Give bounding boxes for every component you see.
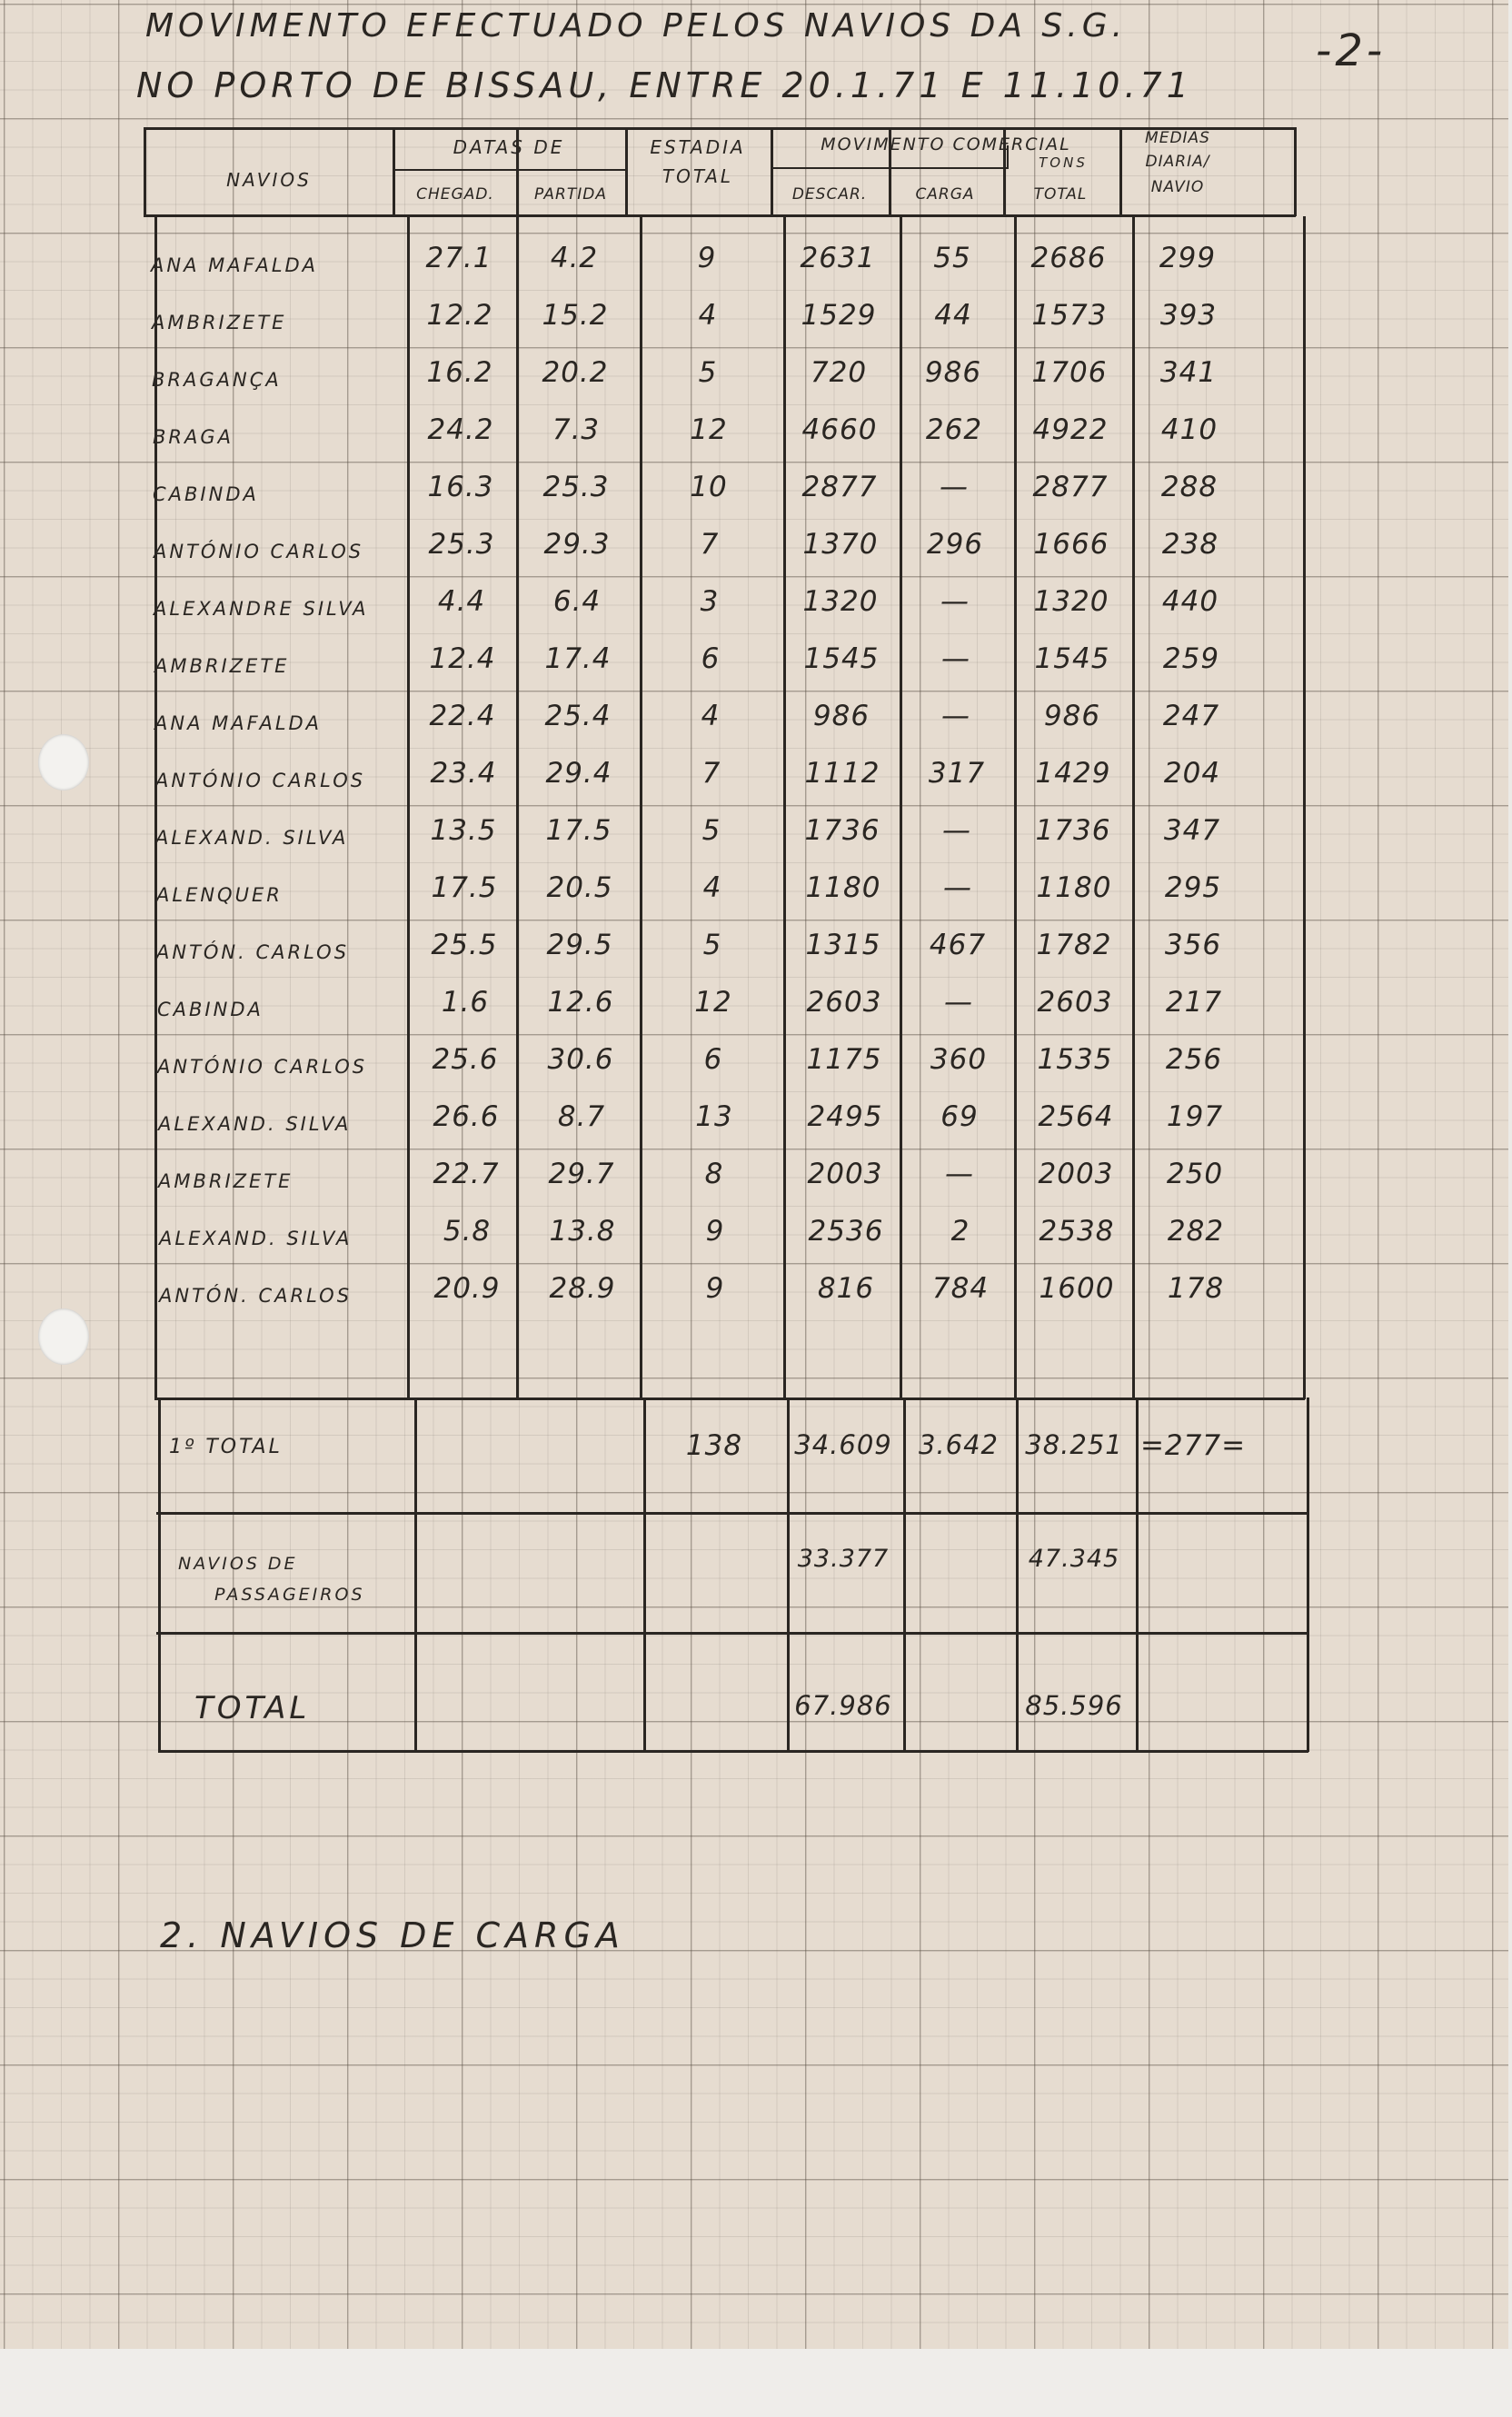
scan-background <box>0 2349 1512 2417</box>
page-number: -2- <box>1316 25 1387 76</box>
cell-estadia: 6 <box>703 1043 723 1076</box>
cell-partida: 4.2 <box>550 242 599 274</box>
cell-total: 1600 <box>1039 1272 1115 1305</box>
cell-estadia: 12 <box>694 986 732 1019</box>
cell-media: 288 <box>1160 471 1219 503</box>
cell-media: 356 <box>1164 929 1222 961</box>
punch-hole-upper <box>38 734 89 791</box>
cell-partida: 15.2 <box>542 299 609 332</box>
table-column-rule <box>1307 1397 1309 1752</box>
cell-chegada: 16.3 <box>427 471 494 503</box>
header-bottom-rule <box>144 214 1296 217</box>
cell-total: 1706 <box>1031 356 1108 389</box>
cell-descarga: 1180 <box>805 871 881 904</box>
cell-total: 1320 <box>1033 585 1109 618</box>
header-chegada: CHEGAD. <box>416 185 494 204</box>
subtotal-descarga: 34.609 <box>794 1429 892 1460</box>
cell-media: 282 <box>1167 1215 1225 1248</box>
ship-name: ANA MAFALDA <box>151 254 319 276</box>
table-column-rule <box>1294 127 1297 216</box>
header-datas-de: DATAS DE <box>453 136 565 158</box>
ship-name: ALEXAND. SILVA <box>159 1228 353 1249</box>
cell-total: 1545 <box>1034 642 1110 675</box>
ship-name: AMBRIZETE <box>154 655 290 677</box>
cell-descarga: 1545 <box>803 642 880 675</box>
subtotal-media: =277= <box>1139 1429 1247 1462</box>
cell-estadia: 4 <box>701 700 721 732</box>
cell-carga: — <box>945 1158 974 1190</box>
cell-carga: — <box>940 471 969 503</box>
cell-estadia: 9 <box>705 1215 725 1248</box>
cell-descarga: 816 <box>817 1272 875 1305</box>
cell-media: 178 <box>1167 1272 1225 1305</box>
cell-media: 217 <box>1165 986 1223 1019</box>
cell-chegada: 1.6 <box>441 986 490 1019</box>
cell-media: 299 <box>1159 242 1217 274</box>
cell-media: 204 <box>1163 757 1221 790</box>
cell-carga: 317 <box>928 757 986 790</box>
cell-carga: 360 <box>930 1043 988 1076</box>
cell-media: 341 <box>1159 356 1218 389</box>
cell-partida: 29.7 <box>548 1158 615 1190</box>
cell-partida: 8.7 <box>557 1100 606 1133</box>
ship-name: AMBRIZETE <box>158 1170 293 1192</box>
cell-estadia: 4 <box>702 871 722 904</box>
cell-chegada: 22.7 <box>433 1158 500 1190</box>
cell-estadia: 5 <box>698 356 718 389</box>
ship-name: CABINDA <box>153 483 259 505</box>
grand-total-descarga: 67.986 <box>794 1690 892 1721</box>
ship-name: BRAGA <box>153 426 234 448</box>
header-carga: CARGA <box>915 185 975 204</box>
cell-estadia: 7 <box>701 757 721 790</box>
cell-partida: 7.3 <box>552 413 601 446</box>
cell-partida: 25.4 <box>544 700 612 732</box>
cell-total: 1180 <box>1036 871 1112 904</box>
cell-chegada: 25.6 <box>432 1043 499 1076</box>
header-navio: NAVIO <box>1150 178 1205 196</box>
cell-carga: — <box>941 700 970 732</box>
cell-carga: 44 <box>934 299 972 332</box>
cell-total: 2603 <box>1037 986 1113 1019</box>
ship-name: ANTÓNIO CARLOS <box>157 1056 368 1078</box>
header-estadia: ESTADIA <box>650 136 746 158</box>
ship-name: CABINDA <box>157 999 264 1020</box>
cell-total: 2877 <box>1032 471 1109 503</box>
cell-estadia: 13 <box>695 1100 733 1133</box>
cell-total: 2564 <box>1038 1100 1114 1133</box>
cell-total: 1573 <box>1031 299 1108 332</box>
cell-estadia: 5 <box>702 929 722 961</box>
cell-partida: 29.5 <box>546 929 613 961</box>
header-sub-rule <box>393 169 627 171</box>
cell-carga: 986 <box>924 356 982 389</box>
cell-chegada: 4.4 <box>437 585 486 618</box>
cell-estadia: 7 <box>700 528 720 561</box>
cell-chegada: 13.5 <box>430 814 497 847</box>
cell-chegada: 12.4 <box>429 642 496 675</box>
ship-name: ANTÓNIO CARLOS <box>155 770 366 791</box>
cell-media: 256 <box>1165 1043 1223 1076</box>
cell-carga: 69 <box>940 1100 979 1133</box>
table-column-rule <box>158 1397 161 1752</box>
cell-descarga: 986 <box>812 700 870 732</box>
ship-name: ANTÓN. CARLOS <box>156 941 350 963</box>
passenger-label-2: PASSAGEIROS <box>214 1585 365 1605</box>
cell-media: 250 <box>1166 1158 1224 1190</box>
cell-carga: — <box>942 814 971 847</box>
cell-descarga: 1370 <box>802 528 879 561</box>
cell-media: 440 <box>1161 585 1219 618</box>
cell-descarga: 2003 <box>807 1158 883 1190</box>
header-diaria: DIARIA/ <box>1145 153 1210 171</box>
subtotal-estadia: 138 <box>685 1429 743 1462</box>
cell-carga: 2 <box>950 1215 970 1248</box>
cell-total: 4922 <box>1032 413 1109 446</box>
cell-chegada: 5.8 <box>443 1215 492 1248</box>
cell-chegada: 22.4 <box>429 700 496 732</box>
ship-name: ANTÓN. CARLOS <box>159 1285 353 1307</box>
cell-descarga: 1529 <box>801 299 877 332</box>
cell-descarga: 2536 <box>808 1215 884 1248</box>
header-navios: NAVIOS <box>226 169 312 191</box>
cell-media: 347 <box>1163 814 1221 847</box>
cell-total: 2538 <box>1039 1215 1115 1248</box>
cell-partida: 17.5 <box>545 814 612 847</box>
cell-media: 259 <box>1162 642 1220 675</box>
cell-carga: — <box>940 585 970 618</box>
cell-carga: 296 <box>926 528 984 561</box>
cell-descarga: 1175 <box>806 1043 882 1076</box>
cell-descarga: 2603 <box>806 986 882 1019</box>
cell-chegada: 23.4 <box>430 757 497 790</box>
cell-total: 1666 <box>1033 528 1109 561</box>
subtotal-carga: 3.642 <box>918 1429 1000 1460</box>
section-heading: 2. NAVIOS DE CARGA <box>160 1915 625 1955</box>
cell-partida: 28.9 <box>549 1272 616 1305</box>
cell-media: 238 <box>1161 528 1219 561</box>
cell-carga: — <box>944 986 973 1019</box>
cell-estadia: 5 <box>701 814 721 847</box>
passenger-bottom-rule <box>156 1632 1307 1635</box>
cell-chegada: 16.2 <box>426 356 493 389</box>
cell-total: 1429 <box>1035 757 1111 790</box>
cell-chegada: 24.2 <box>427 413 494 446</box>
cell-carga: — <box>941 642 970 675</box>
cell-estadia: 12 <box>690 413 728 446</box>
cell-carga: 55 <box>933 242 971 274</box>
table-column-rule <box>154 216 157 1399</box>
cell-descarga: 1112 <box>804 757 880 790</box>
cell-chegada: 25.3 <box>428 528 495 561</box>
cell-partida: 20.2 <box>542 356 609 389</box>
cell-estadia: 8 <box>704 1158 724 1190</box>
cell-partida: 6.4 <box>552 585 602 618</box>
cell-carga: 784 <box>931 1272 990 1305</box>
cell-partida: 13.8 <box>549 1215 616 1248</box>
cell-carga: 467 <box>929 929 987 961</box>
cell-partida: 29.4 <box>545 757 612 790</box>
cell-partida: 25.3 <box>542 471 610 503</box>
cell-descarga: 1315 <box>805 929 881 961</box>
cell-media: 410 <box>1160 413 1219 446</box>
header-estadia-total: TOTAL <box>662 165 734 187</box>
cell-descarga: 720 <box>810 356 868 389</box>
cell-estadia: 9 <box>705 1272 725 1305</box>
cell-total: 2686 <box>1030 242 1107 274</box>
ship-name: ALEXAND. SILVA <box>158 1113 352 1135</box>
cell-media: 197 <box>1166 1100 1224 1133</box>
header-partida: PARTIDA <box>534 185 607 204</box>
cell-chegada: 20.9 <box>433 1272 501 1305</box>
title-line-1: MOVIMENTO EFECTUADO PELOS NAVIOS DA S.G. <box>145 7 1128 45</box>
passenger-total: 47.345 <box>1028 1545 1120 1573</box>
cell-partida: 12.6 <box>547 986 614 1019</box>
ship-name: ANTÓNIO CARLOS <box>154 541 364 562</box>
cell-chegada: 26.6 <box>433 1100 500 1133</box>
ship-name: ALENQUER <box>156 884 283 906</box>
subtotal-label: 1º TOTAL <box>169 1436 283 1458</box>
cell-estadia: 9 <box>697 242 717 274</box>
title-line-2: NO PORTO DE BISSAU, ENTRE 20.1.71 E 11.10.71 <box>136 65 1193 105</box>
cell-total: 1535 <box>1037 1043 1113 1076</box>
cell-media: 247 <box>1162 700 1220 732</box>
table-column-rule <box>414 1397 417 1752</box>
passenger-descarga: 33.377 <box>797 1545 890 1573</box>
cell-estadia: 3 <box>700 585 720 618</box>
header-descarga: DESCAR. <box>791 185 868 204</box>
cell-total: 1782 <box>1036 929 1112 961</box>
ship-name: BRAGANÇA <box>152 369 282 391</box>
subtotal-total: 38.251 <box>1025 1429 1123 1460</box>
cell-chegada: 25.5 <box>431 929 498 961</box>
cell-estadia: 6 <box>701 642 721 675</box>
header-movimento-comercial: MOVIMENTO COMERCIAL <box>821 134 1071 154</box>
cell-descarga: 2877 <box>801 471 878 503</box>
cell-descarga: 1320 <box>802 585 879 618</box>
cell-chegada: 17.5 <box>431 871 498 904</box>
cell-descarga: 4660 <box>801 413 878 446</box>
cell-estadia: 4 <box>698 299 718 332</box>
header-medias: MEDIAS <box>1145 129 1210 147</box>
cell-partida: 17.4 <box>544 642 612 675</box>
cell-total: 1736 <box>1035 814 1111 847</box>
ship-name: AMBRIZETE <box>152 312 287 333</box>
passenger-label-1: NAVIOS DE <box>178 1554 298 1574</box>
cell-descarga: 2495 <box>807 1100 883 1133</box>
cell-total: 986 <box>1043 700 1101 732</box>
cell-descarga: 1736 <box>804 814 880 847</box>
cell-descarga: 2631 <box>800 242 876 274</box>
cell-carga: 262 <box>925 413 983 446</box>
table-column-rule <box>1303 216 1306 1399</box>
ship-name: ANA MAFALDA <box>154 712 323 734</box>
cell-chegada: 12.2 <box>426 299 493 332</box>
grand-total-label: TOTAL <box>194 1690 311 1726</box>
punch-hole-lower <box>38 1308 89 1365</box>
header-tons: TONS <box>1039 154 1088 171</box>
cell-total: 2003 <box>1038 1158 1114 1190</box>
cell-estadia: 10 <box>690 471 728 503</box>
cell-partida: 20.5 <box>546 871 613 904</box>
ship-name: ALEXANDRE SILVA <box>154 598 369 620</box>
cell-partida: 30.6 <box>547 1043 614 1076</box>
cell-media: 393 <box>1159 299 1218 332</box>
header-total: TOTAL <box>1033 185 1088 204</box>
cell-carga: — <box>943 871 972 904</box>
ship-name: ALEXAND. SILVA <box>155 827 349 849</box>
cell-media: 295 <box>1164 871 1222 904</box>
grand-total-total: 85.596 <box>1025 1690 1123 1721</box>
subtotal-bottom-rule <box>156 1512 1307 1515</box>
cell-partida: 29.3 <box>543 528 611 561</box>
cell-chegada: 27.1 <box>425 242 492 274</box>
